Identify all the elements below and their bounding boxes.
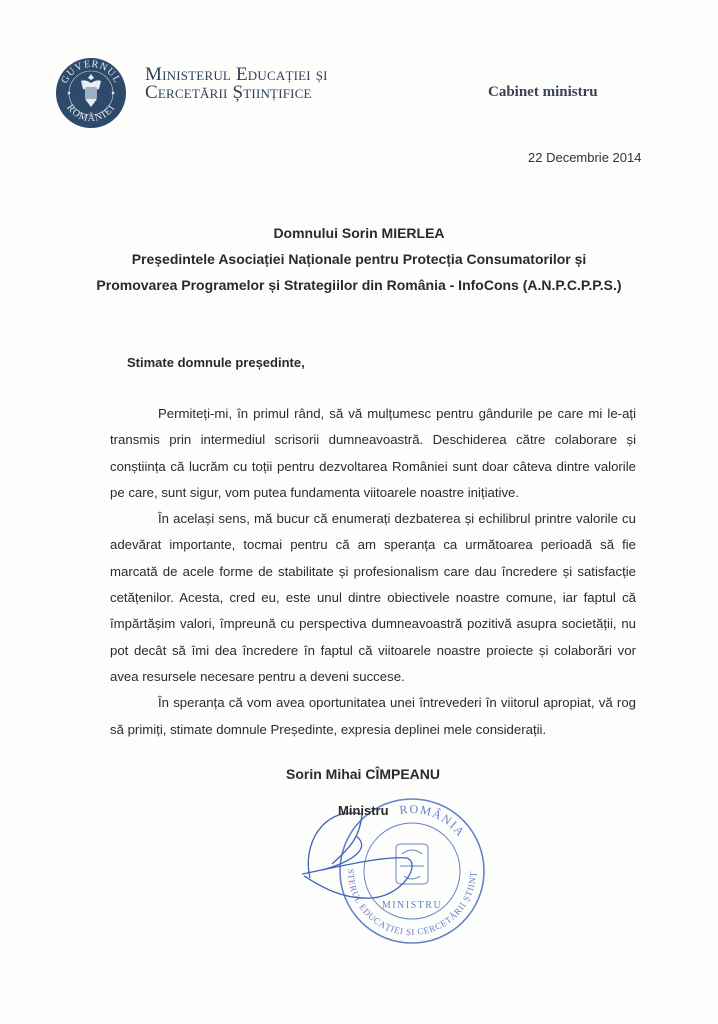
ministry-name bbox=[145, 66, 328, 102]
recipient-title-line2: Promovarea Programelor și Strategiilor din România - InfoCons (A.N.P.C.P.P.S.) bbox=[96, 277, 622, 293]
letter-date: 22 Decembrie 2014 bbox=[528, 150, 642, 165]
paragraph: În același sens, mă bucur că enumerați dezbaterea și echilibrul printre valorile cu adevărat importante, tocmai pentru că am speranța ca următoarea perioadă să fie marcată de acele forme de stabilitate și profesionalism care dau încredere și satisfacție cetățenilor. Acesta, cred eu, este unul dintre obiectivele noastre comune, iar faptul că împărtășim valori, împreună cu perspectiva dumneavoastră pozitivă asupra societății, nu pot decât să îmi dea încredere în faptul că viitoarele noastre proiecte și colaborări vor avea resursele necesare pentru a deveni succese. bbox=[110, 511, 636, 684]
ministry-name-line1: Ministerul Educației și bbox=[145, 64, 328, 85]
logo-ring-top-text: GUVERNUL bbox=[59, 58, 123, 86]
ministry-name-line2: Cercetării Științifice bbox=[145, 82, 312, 103]
government-seal-logo bbox=[55, 57, 127, 129]
letter-body bbox=[110, 401, 636, 743]
recipient-block bbox=[0, 220, 718, 298]
signatory-name: Sorin Mihai CÎMPEANU bbox=[286, 766, 441, 782]
official-stamp bbox=[292, 786, 502, 956]
stamp-top-text: ROMÂNIA bbox=[398, 801, 469, 840]
signatory-title: Ministru bbox=[338, 803, 389, 818]
recipient-name: Domnului Sorin MIERLEA bbox=[273, 225, 445, 241]
cabinet-label: Cabinet ministru bbox=[488, 84, 598, 100]
recipient-title-line1: Președintele Asociației Naționale pentru Protecția Consumatorilor și bbox=[131, 251, 587, 267]
paragraph: În speranța că vom avea oportunitatea unei întrevederi în viitorul apropiat, vă rog să primiți, stimate domnule Președinte, expresia deplinei mele considerații. bbox=[110, 695, 636, 737]
stamp-bottom-text: STERUL EDUCAȚIEI ȘI CERCETĂRII ȘTIINȚ bbox=[345, 868, 479, 938]
stamp-center-text: MINISTRU bbox=[381, 900, 443, 911]
paragraph: Permiteți-mi, în primul rând, să vă mulțumesc pentru gândurile pe care mi le-ați transmis prin intermediul scrisorii dumneavoastră. Deschiderea către colaborare și conștiința că lucrăm cu toții pentru dezvoltarea României sunt doar câteva dintre valorile pe care, sunt sigur, vom putea fundamenta viitoarele noastre inițiative. bbox=[110, 406, 636, 500]
svg-text:ROMÂNIA bbox=[399, 802, 469, 840]
salutation: Stimate domnule președinte, bbox=[127, 355, 305, 370]
logo-ring-bottom-text: ROMÂNIEI bbox=[64, 102, 118, 125]
